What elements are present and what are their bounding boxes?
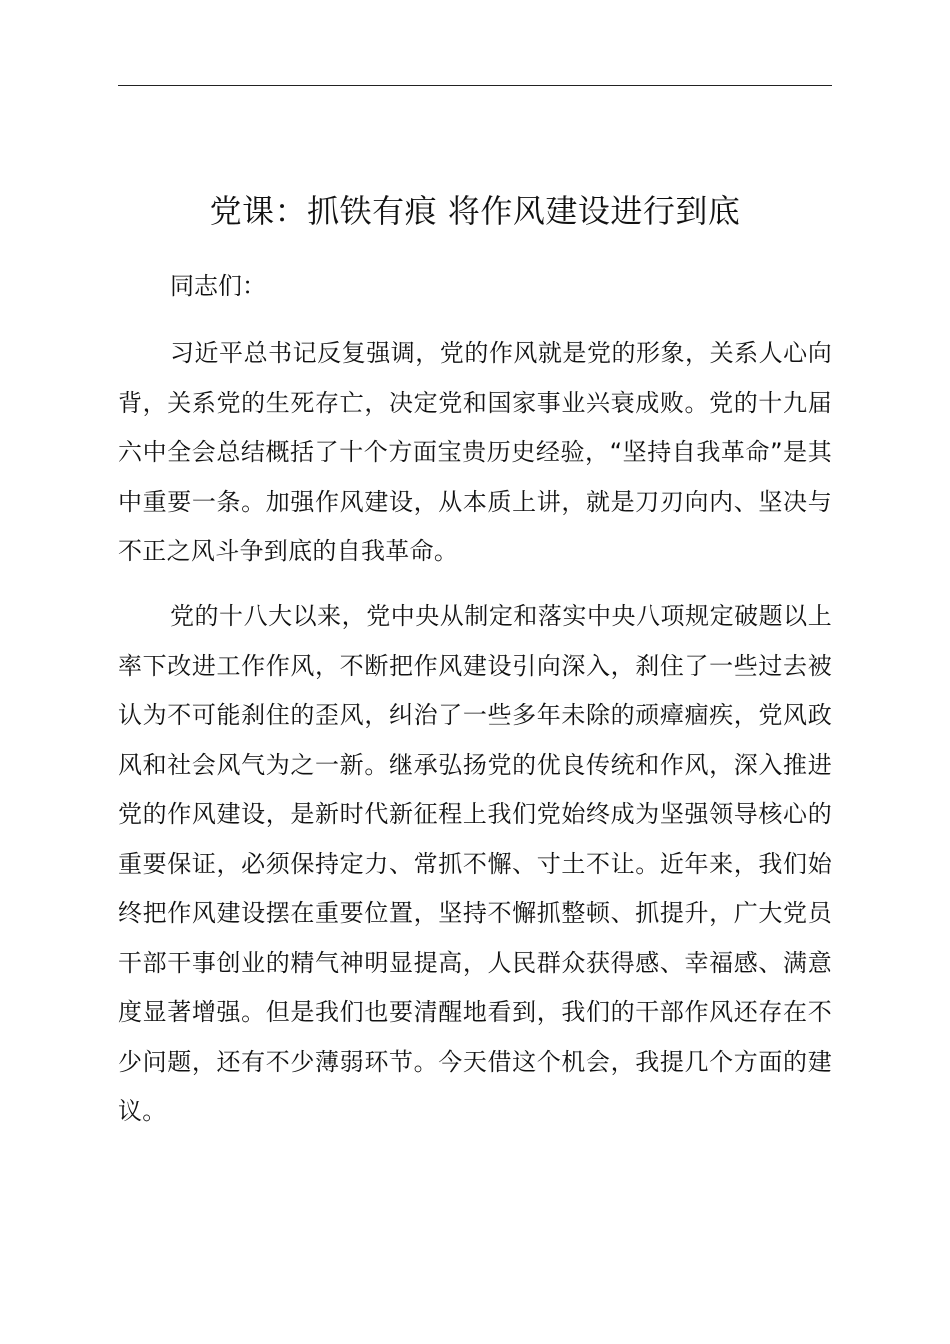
paragraph-1: 习近平总书记反复强调，党的作风就是党的形象，关系人心向背，关系党的生死存亡，决定党和国家事业兴衰成败。党的十九届六中全会总结概括了十个方面宝贵历史经验，“坚持自我革命”是其中重要一条。加强作风建设，从本质上讲，就是刀刃向内、坚决与不正之风斗争到底的自我革命。 xyxy=(118,339,832,565)
header-rule xyxy=(118,85,832,86)
document-title: 党课：抓铁有痕 将作风建设进行到底 xyxy=(209,192,741,230)
paragraph-2: 党的十八大以来，党中央从制定和落实中央八项规定破题以上率下改进工作作风，不断把作风建设引向深入，刹住了一些过去被认为不可能刹住的歪风，纠治了一些多年未除的顽瘴痼疾，党风政风和社会风气为之一新。继承弘扬党的优良传统和作风，深入推进党的作风建设，是新时代新征程上我们党始终成为坚强领导核心的重要保证，必须保持定力、常抓不懈、寸土不让。近年来，我们始终把作风建设摆在重要位置，坚持不懈抓整顿、抓提升，广大党员干部干事创业的精气神明显提高，人民群众获得感、幸福感、满意度显著增强。但是我们也要清醒地看到，我们的干部作风还存在不少问题，还有不少薄弱环节。今天借这个机会，我提几个方面的建议。 xyxy=(118,602,832,1125)
salutation: 同志们： xyxy=(170,272,266,300)
